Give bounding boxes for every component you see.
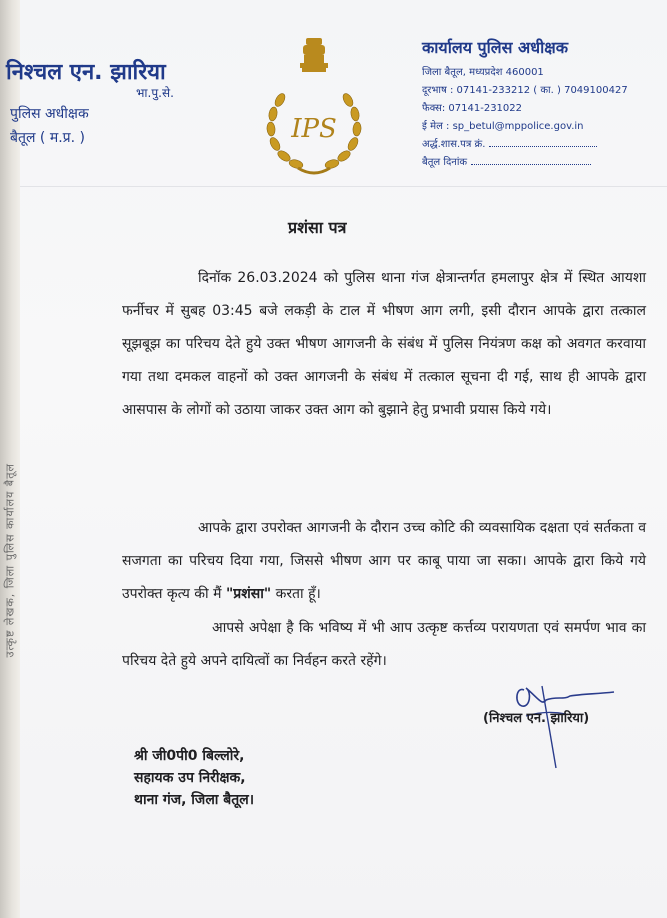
officer-name: निश्चल एन. झारिया — [6, 60, 166, 85]
adjacent-page-text: उत्कृष्ट लेखक, जिला पुलिस कार्यालय बैतूल — [3, 463, 17, 658]
signature-scribble — [486, 676, 616, 786]
body-paragraph-2 — [122, 512, 646, 611]
body-paragraph-3 — [122, 612, 646, 678]
recipient-name: श्री जी0पी0 बिल्लोरे, — [134, 748, 245, 764]
reference-label: अर्द्ध.शास.पत्र क्रं. — [422, 139, 486, 150]
header-divider — [20, 186, 667, 187]
office-title: कार्यालय पुलिस अधीक्षक — [422, 38, 568, 57]
paragraph-3-text: आपसे अपेक्षा है कि भविष्य में भी आप उत्कृष्ट कर्त्तव्य परायणता एवं समर्पण भाव का परिचय देते हुये अपने दायित्वों का निर्वहन करते रहेंगे। — [122, 620, 646, 669]
date-label: बैतूल दिनांक — [422, 157, 468, 168]
emblem-text: IPS — [291, 114, 337, 144]
paragraph-1-text: दिनॉक 26.03.2024 को पुलिस थाना गंज क्षेत्रान्तर्गत हमलापुर क्षेत्र में स्थित आयशा फर्नीचर में सुबह 03:45 बजे लकड़ी के टाल में भीषण आग लगी, इसी दौरान आपके द्वारा तत्काल सूझबूझ का परिचय देते हुये उक्त भीषण आगजनी के संबंध में पुलिस नियंत्रण कक्ष को अवगत करवाया गया तथा दमकल वाहनों को उक्त आगजनी के संबंध में तत्काल सूचना दी गई, साथ ही आपके द्वारा आसपास के लोगों को उठाया जाकर उक्त आग को बुझाने हेतु प्रभावी प्रयास किये गये। — [122, 270, 646, 418]
service-label: भा.पु.से. — [136, 86, 174, 100]
date-line — [422, 154, 591, 168]
reference-blank — [489, 146, 597, 147]
paragraph-2-text-a: आपके द्वारा उपरोक्त आगजनी के दौरान उच्च कोटि की व्यवसायिक दक्षता एवं सर्तकता व सजगता का परिचय दिया गया, जिससे भीषण आग पर काबू पाया जा सका। आपके द्वारा किये गये उपरोक्त कृत्य की मैं — [122, 520, 646, 602]
praise-word: "प्रशंसा" — [225, 586, 272, 602]
officer-location: बैतूल ( म.प्र. ) — [10, 130, 85, 146]
recipient-designation: सहायक उप निरीक्षक, — [134, 770, 246, 786]
paragraph-2-text-b: करता हूँ। — [275, 586, 321, 602]
ips-emblem-icon — [258, 34, 370, 184]
signatory-name: (निश्चल एन. झारिया) — [483, 711, 590, 726]
reference-line — [422, 136, 597, 150]
office-email: ई मेल : sp_betul@mppolice.gov.in — [422, 121, 584, 132]
office-phone: दूरभाष : 07141-233212 ( का. ) 7049100427 — [422, 85, 628, 96]
office-fax: फैक्स: 07141-231022 — [422, 103, 523, 114]
office-address: जिला बैतूल, मध्यप्रदेश 460001 — [422, 67, 544, 78]
date-blank — [471, 164, 591, 165]
officer-designation: पुलिस अधीक्षक — [10, 106, 89, 122]
letter-title: प्रशंसा पत्र — [288, 218, 347, 237]
recipient-station: थाना गंज, जिला बैतूल। — [134, 792, 255, 808]
body-paragraph-1 — [122, 262, 646, 427]
